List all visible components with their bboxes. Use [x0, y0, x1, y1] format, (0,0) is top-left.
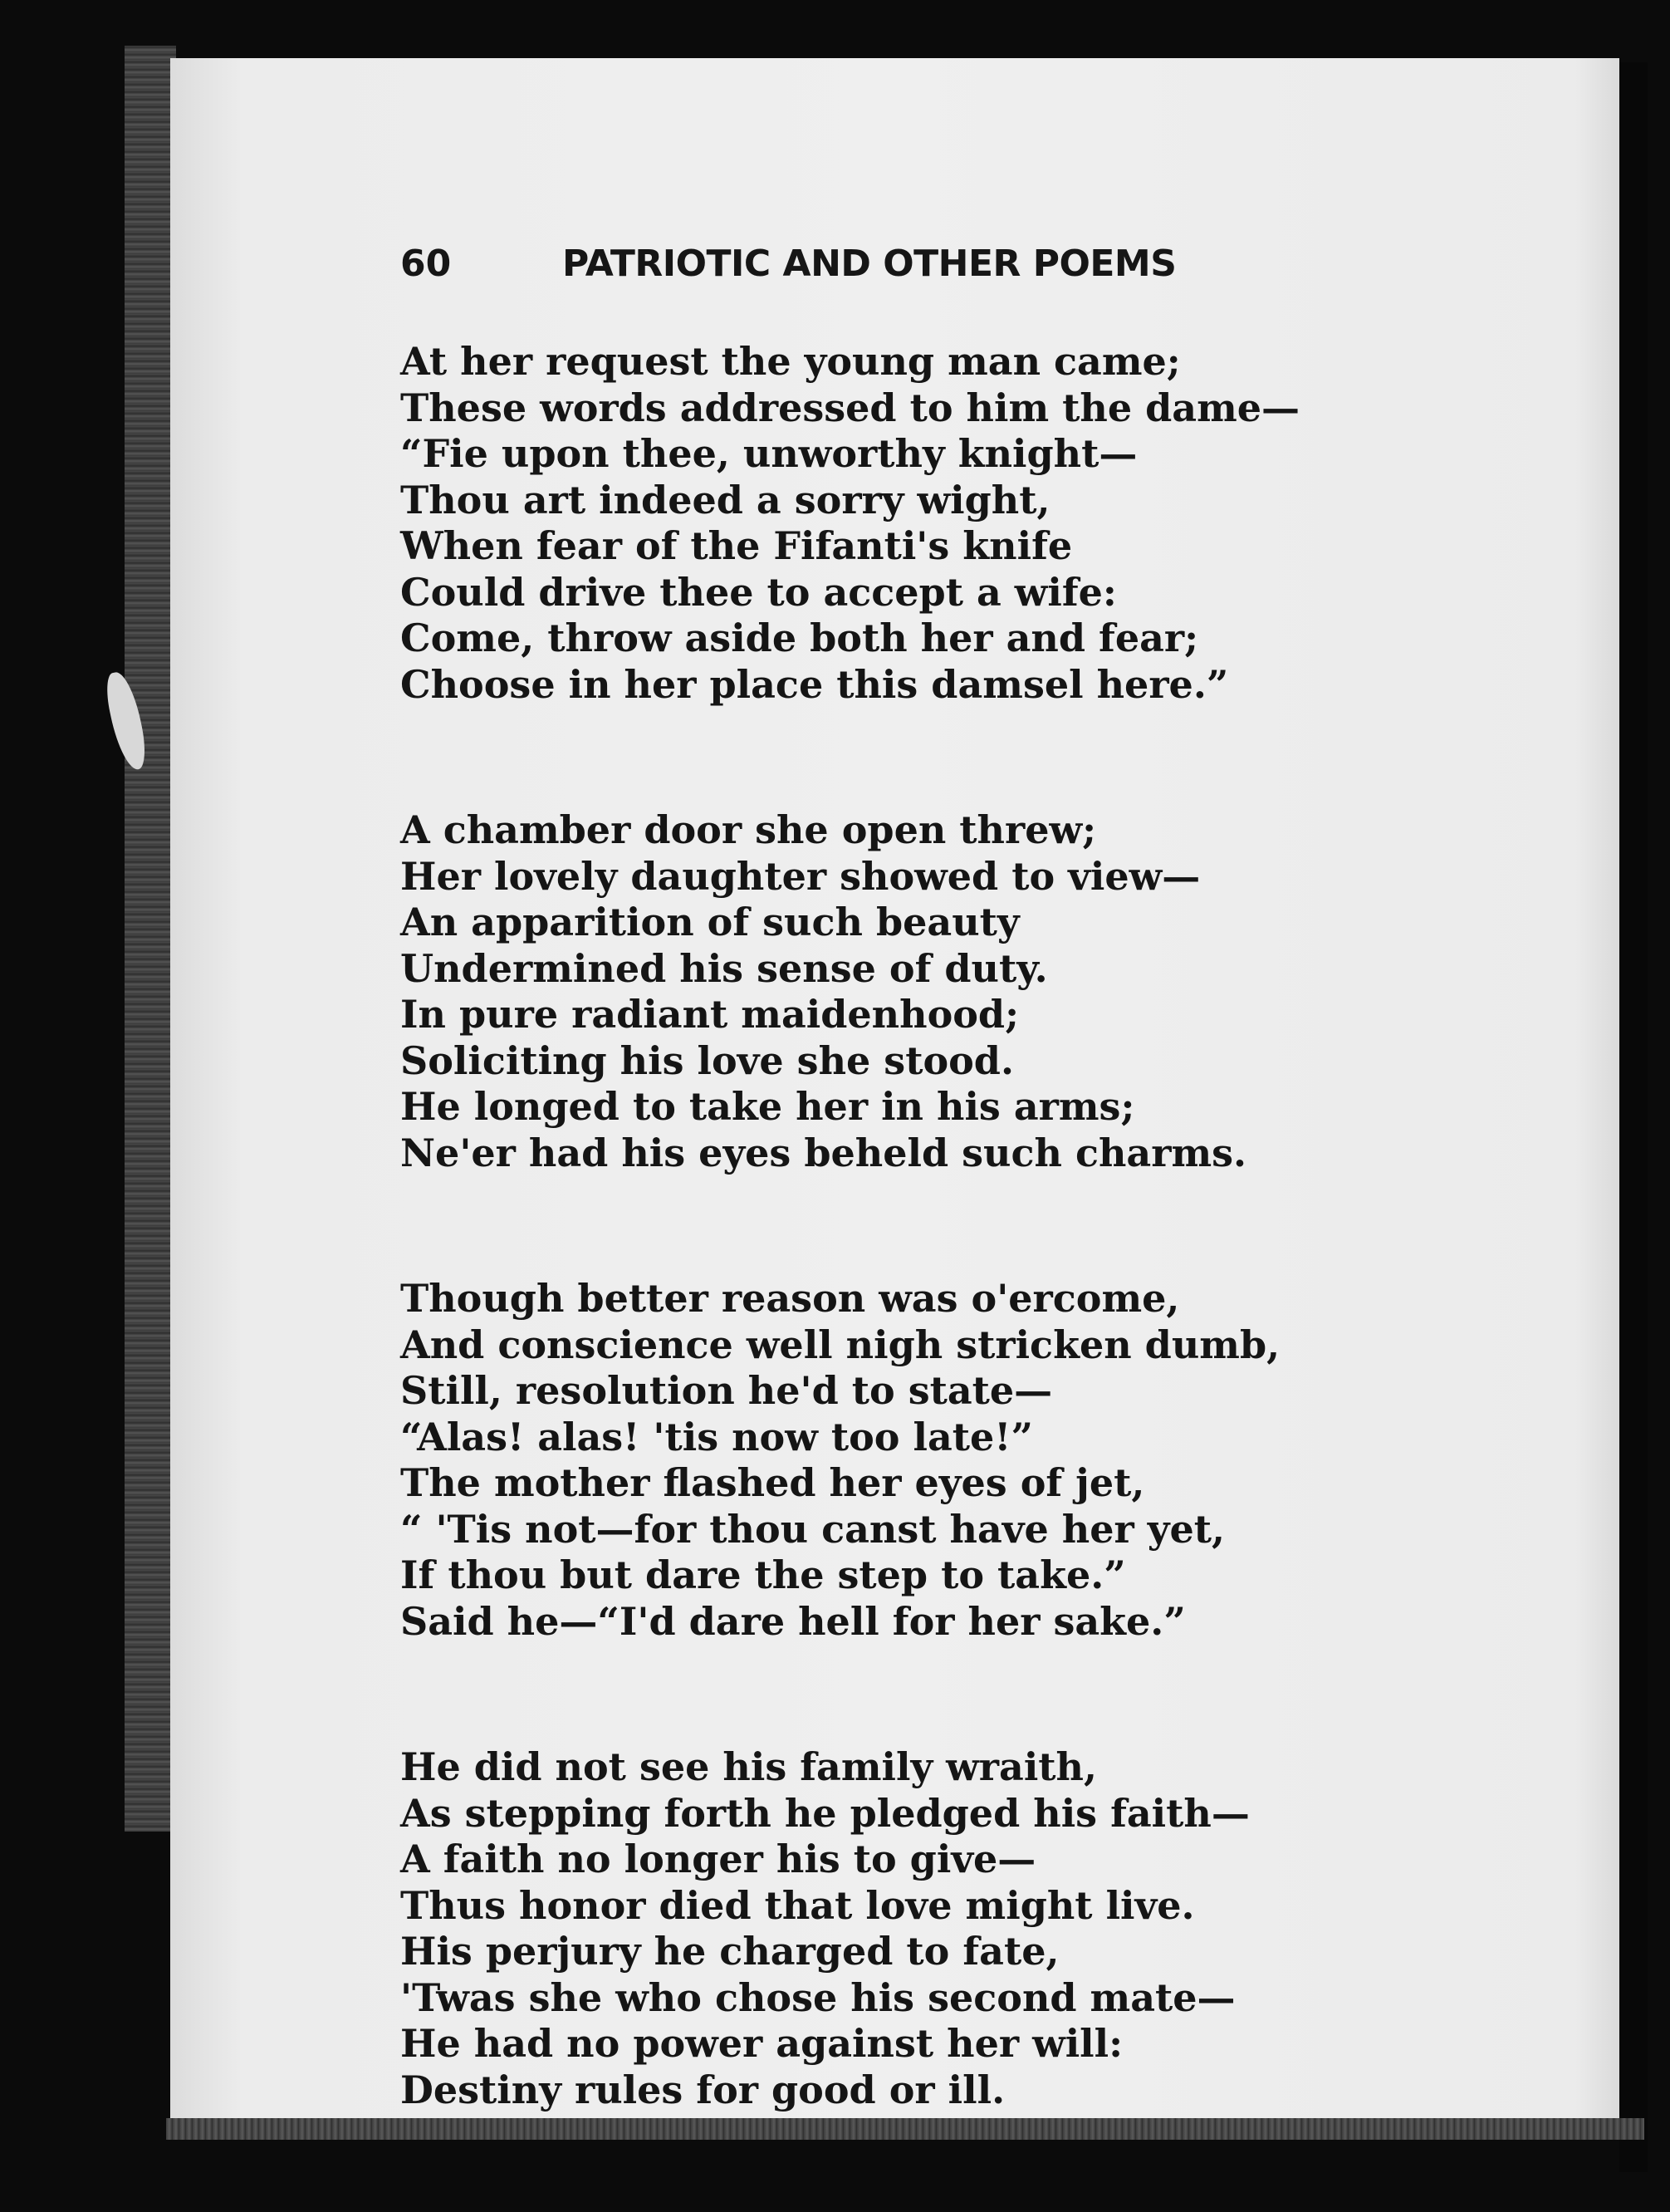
- poem-text: [400, 339, 1596, 2212]
- poem-line: 'Twas she who chose his second mate—: [400, 1974, 1236, 2020]
- poem-line: Thus honor died that love might live.: [400, 1882, 1195, 1928]
- poem-line: Still, resolution he'd to state—: [400, 1368, 1053, 1413]
- poem-line: “ 'Tis not—for thou canst have her yet,: [400, 1506, 1225, 1552]
- poem-line: Could drive thee to accept a wife:: [400, 569, 1117, 615]
- poem-line: Though better reason was o'ercome,: [400, 1276, 1180, 1321]
- poem-line: The mother flashed her eyes of jet,: [400, 1460, 1145, 1505]
- poem-line: A faith no longer his to give—: [400, 1837, 1036, 1881]
- poem-line: If thou but dare the step to take.”: [400, 1552, 1126, 1597]
- poem-line: A chamber door she open threw;: [400, 807, 1097, 852]
- poem-line: As stepping forth he pledged his faith—: [400, 1790, 1250, 1836]
- stanza-3: [400, 1276, 1596, 1645]
- poem-line: Come, throw aside both her and fear;: [400, 616, 1199, 660]
- poem-line: He had no power against her will:: [400, 2021, 1124, 2066]
- stanza-4: [400, 1744, 1596, 2113]
- poem-line: Ne'er had his eyes beheld such charms.: [400, 1130, 1247, 1175]
- poem-line: When fear of the Fifanti's knife: [400, 523, 1073, 568]
- poem-line: Destiny rules for good or ill.: [400, 2067, 1006, 2112]
- poem-line: These words addressed to him the dame—: [400, 385, 1300, 430]
- page-header: [400, 243, 1247, 301]
- running-head: PATRIOTIC AND OTHER POEMS: [562, 243, 1177, 285]
- book-spine: [125, 46, 176, 1832]
- poem-line: He longed to take her in his arms;: [400, 1084, 1135, 1129]
- poem-line: And conscience well nigh stricken dumb,: [400, 1322, 1281, 1367]
- poem-line: His perjury he charged to fate,: [400, 1929, 1060, 1974]
- stanza-2: [400, 807, 1596, 1176]
- poem-line: “Alas! alas! 'tis now too late!”: [400, 1414, 1033, 1459]
- poem-line: Said he—“I'd dare hell for her sake.”: [400, 1598, 1186, 1644]
- poem-line: Soliciting his love she stood.: [400, 1037, 1014, 1083]
- poem-line: Choose in her place this damsel here.”: [400, 661, 1229, 707]
- poem-line: In pure radiant maidenhood;: [400, 992, 1020, 1037]
- stanza-1: [400, 339, 1596, 708]
- poem-line: “Fie upon thee, unworthy knight—: [400, 431, 1138, 476]
- poem-line: Thou art indeed a sorry wight,: [400, 477, 1050, 522]
- page-number: 60: [400, 243, 452, 285]
- poem-line: An apparition of such beauty: [400, 900, 1020, 944]
- poem-line: He did not see his family wraith,: [400, 1744, 1098, 1789]
- poem-line: Undermined his sense of duty.: [400, 945, 1048, 991]
- page-shadow-edge: [1619, 62, 1648, 2172]
- poem-line: Her lovely daughter showed to view—: [400, 853, 1201, 899]
- poem-line: At her request the young man came;: [400, 339, 1181, 384]
